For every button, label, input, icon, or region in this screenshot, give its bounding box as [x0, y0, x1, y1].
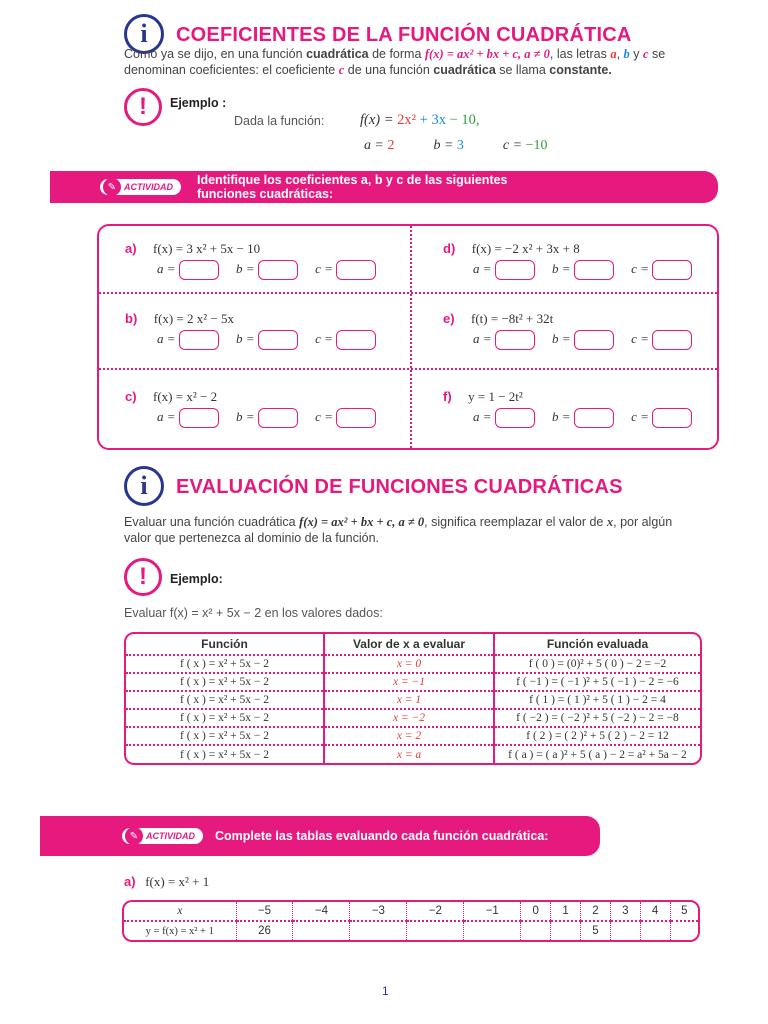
answer-box[interactable]	[179, 260, 219, 280]
intro-text: se	[648, 47, 666, 61]
eval-x: x	[606, 515, 614, 529]
coef-label: c =	[502, 138, 526, 153]
table-cell: x = −1	[324, 673, 494, 691]
example-coefficients	[364, 138, 547, 154]
answer-box[interactable]	[258, 260, 298, 280]
x-value: 0	[521, 902, 551, 921]
exercise-label: b)	[125, 311, 138, 326]
coef-label: a =	[473, 330, 492, 346]
answer-box[interactable]	[652, 260, 692, 280]
divider	[99, 292, 717, 294]
table-cell: x = 2	[324, 727, 494, 745]
answer-box[interactable]	[258, 408, 298, 428]
activity-banner	[40, 816, 600, 856]
y-value-cell[interactable]	[350, 921, 407, 940]
exercise-b	[125, 310, 234, 328]
coef-label: a =	[473, 408, 492, 424]
func-prefix: f(x) =	[360, 112, 398, 128]
x-value: 3	[610, 902, 640, 921]
intro-text: se llama	[495, 63, 550, 77]
coef-a-value: 2	[387, 138, 395, 153]
intro-text: de forma	[368, 47, 425, 61]
example-function	[360, 112, 480, 129]
badge-label: ACTIVIDAD	[124, 182, 173, 192]
coef-c-letter: c	[642, 47, 649, 61]
table-row	[126, 727, 700, 745]
page-number: 1	[382, 984, 389, 998]
answer-box[interactable]	[336, 260, 376, 280]
exercise-function: f(x) = x² − 2	[153, 389, 218, 404]
coef-inputs-a	[157, 260, 376, 280]
column-header: Valor de x a evaluar	[324, 634, 494, 655]
coef-b-letter: b	[623, 47, 630, 61]
table-cell: f ( −2 ) = ( −2 )² + 5 ( −2 ) − 2 = −8	[494, 709, 700, 727]
activity-instruction: Complete las tablas evaluando cada función cuadrática:	[215, 829, 549, 843]
intro-bold: cuadrática	[306, 47, 369, 61]
intro-bold: cuadrática	[433, 63, 496, 77]
eval-text: , por algún	[613, 515, 673, 529]
term-a: 2x²	[397, 112, 417, 128]
coef-label: a =	[157, 260, 176, 276]
answer-box[interactable]	[574, 260, 614, 280]
exercise-function: y = 1 − 2t²	[468, 389, 523, 404]
table-row	[126, 709, 700, 727]
xy-table	[122, 900, 700, 942]
activity-badge	[100, 179, 181, 195]
coef-label: a =	[157, 408, 176, 424]
exercise-function: f(x) = 3 x² + 5x − 10	[153, 241, 261, 256]
info-icon: i	[124, 14, 164, 54]
activity-badge	[122, 828, 203, 844]
activity-grid	[97, 224, 719, 450]
coef-label: b =	[552, 260, 571, 276]
answer-box[interactable]	[495, 408, 535, 428]
coef-b-value: 3	[456, 138, 464, 153]
evaluation-table	[124, 632, 702, 765]
answer-box[interactable]	[495, 330, 535, 350]
exercise-function: f(t) = −8t² + 32t	[471, 311, 554, 326]
section-title-coeficientes: COEFICIENTES DE LA FUNCIÓN CUADRÁTICA	[176, 24, 632, 46]
exercise-a-heading	[124, 874, 209, 890]
pencil-icon: ✎	[125, 827, 143, 845]
coef-a-letter: a	[610, 47, 617, 61]
exercise-label: e)	[443, 311, 455, 326]
table-cell: f ( x ) = x² + 5x − 2	[126, 745, 324, 763]
operator: +	[416, 112, 432, 128]
coef-label: b =	[236, 260, 255, 276]
table-row	[126, 745, 700, 763]
evaluation-table-grid	[126, 634, 700, 763]
badge-label: ACTIVIDAD	[146, 831, 195, 841]
answer-box[interactable]	[258, 330, 298, 350]
table-cell: f ( x ) = x² + 5x − 2	[126, 691, 324, 709]
answer-box[interactable]	[574, 330, 614, 350]
exercise-function: f(x) = 2 x² − 5x	[153, 311, 235, 326]
intro-text: de una función	[344, 63, 434, 77]
table-cell: x = 1	[324, 691, 494, 709]
coef-label: b =	[236, 408, 255, 424]
coef-label: c =	[631, 260, 649, 276]
y-value-cell[interactable]	[464, 921, 521, 940]
coef-label: b =	[552, 408, 571, 424]
table-cell: f ( a ) = ( a )² + 5 ( a ) − 2 = a² + 5a − 2	[494, 745, 700, 763]
intro-bold: constante.	[549, 63, 612, 77]
answer-box[interactable]	[336, 330, 376, 350]
x-value: −5	[236, 902, 293, 921]
exercise-label: a)	[124, 874, 136, 889]
exercise-function: f(x) = x² + 1	[145, 874, 210, 889]
coef-inputs-e	[473, 330, 692, 350]
instruction-line: Identifique los coeficientes a, b y c de las siguientes	[197, 173, 508, 187]
column-header: Función	[201, 637, 248, 651]
answer-box[interactable]	[179, 330, 219, 350]
exercise-label: c)	[125, 389, 137, 404]
x-row	[124, 902, 698, 921]
intro-text: y	[629, 47, 643, 61]
table-cell: x = a	[324, 745, 494, 763]
x-value: −3	[350, 902, 407, 921]
column-header: Función evaluada	[494, 634, 700, 655]
exercise-label: f)	[443, 389, 452, 404]
coef-label: c =	[631, 330, 649, 346]
table-row	[126, 673, 700, 691]
coef-c-letter: c	[338, 63, 345, 77]
section-title-evaluacion: EVALUACIÓN DE FUNCIONES CUADRÁTICAS	[176, 476, 623, 498]
answer-box[interactable]	[336, 408, 376, 428]
exclamation-icon: !	[124, 558, 162, 596]
coef-label: c =	[315, 408, 333, 424]
x-value: 5	[670, 902, 698, 921]
table-cell: x = 0	[324, 655, 494, 673]
coef-inputs-d	[473, 260, 692, 280]
intro-text: ,	[616, 47, 624, 61]
eval-paragraph	[124, 514, 724, 546]
coef-label: b =	[433, 138, 457, 153]
y-value-cell[interactable]: 5	[580, 921, 610, 940]
table-row	[126, 691, 700, 709]
info-icon: i	[124, 466, 164, 506]
instruction-line: funciones cuadráticas:	[197, 187, 334, 201]
answer-box[interactable]	[495, 260, 535, 280]
coef-label: b =	[236, 330, 255, 346]
y-value-cell[interactable]	[407, 921, 464, 940]
y-row	[124, 921, 698, 940]
exercise-label: d)	[443, 241, 456, 256]
pencil-icon: ✎	[103, 178, 121, 196]
exclamation-icon: !	[124, 88, 162, 126]
exercise-d	[443, 240, 580, 258]
intro-formula: f(x) = ax² + bx + c, a ≠ 0	[424, 47, 550, 61]
exercise-f	[443, 388, 523, 406]
activity-banner	[50, 171, 718, 203]
divider	[410, 226, 412, 448]
answer-box[interactable]	[179, 408, 219, 428]
divider	[99, 368, 717, 370]
x-value: 4	[640, 902, 670, 921]
eval-text: , significa reemplazar el valor de	[424, 515, 607, 529]
exercise-c	[125, 388, 217, 406]
coef-label: a =	[473, 260, 492, 276]
coef-inputs-f	[473, 408, 692, 428]
answer-box[interactable]	[574, 408, 614, 428]
coef-c-value: −10	[525, 138, 548, 153]
y-value-cell[interactable]	[640, 921, 670, 940]
y-value-cell[interactable]	[521, 921, 551, 940]
xy-table-grid	[124, 902, 698, 940]
exercise-a	[125, 240, 260, 258]
exercise-function: f(x) = −2 x² + 3x + 8	[471, 241, 580, 256]
exercise-e	[443, 310, 553, 328]
example-label: Ejemplo :	[170, 96, 227, 110]
table-cell: f ( 2 ) = ( 2 )² + 5 ( 2 ) − 2 = 12	[494, 727, 700, 745]
intro-paragraph	[124, 46, 724, 78]
y-header: y = f(x) = x² + 1	[124, 921, 236, 940]
table-cell: x = −2	[324, 709, 494, 727]
term-c: 10,	[461, 112, 480, 128]
operator: −	[445, 112, 462, 128]
x-value: −1	[464, 902, 521, 921]
x-value: −4	[293, 902, 350, 921]
example-label: Ejemplo:	[170, 572, 223, 586]
example-given-text: Dada la función:	[234, 114, 325, 128]
eval-formula: f(x) = ax² + bx + c, a ≠ 0	[299, 515, 425, 529]
coef-label: a =	[364, 138, 388, 153]
table-cell: f ( 0 ) = (0)² + 5 ( 0 ) − 2 = −2	[494, 655, 700, 673]
x-value: 1	[551, 902, 581, 921]
coef-label: a =	[157, 330, 176, 346]
table-cell: f ( x ) = x² + 5x − 2	[126, 727, 324, 745]
table-cell: f ( x ) = x² + 5x − 2	[126, 673, 324, 691]
example-prompt: Evaluar f(x) = x² + 5x − 2 en los valores dados:	[124, 606, 383, 620]
table-cell: f ( x ) = x² + 5x − 2	[126, 709, 324, 727]
y-value-cell[interactable]	[293, 921, 350, 940]
x-value: −2	[407, 902, 464, 921]
eval-text: valor que pertenezca al dominio de la función.	[124, 531, 380, 545]
table-cell: f ( 1 ) = ( 1 )² + 5 ( 1 ) − 2 = 4	[494, 691, 700, 709]
exercise-label: a)	[125, 241, 137, 256]
answer-box[interactable]	[652, 408, 692, 428]
answer-box[interactable]	[652, 330, 692, 350]
intro-text: Como ya se dijo, en una función	[124, 47, 307, 61]
coef-label: b =	[552, 330, 571, 346]
table-cell: f ( x ) = x² + 5x − 2	[126, 655, 324, 673]
intro-text: denominan coeficientes: el coeficiente	[124, 63, 339, 77]
term-b: 3x	[431, 112, 446, 128]
table-cell: f ( −1 ) = ( −1 )² + 5 ( −1 ) − 2 = −6	[494, 673, 700, 691]
y-value-cell[interactable]	[670, 921, 698, 940]
table-row	[126, 655, 700, 673]
coef-label: c =	[315, 260, 333, 276]
y-value-cell[interactable]	[610, 921, 640, 940]
y-value-cell[interactable]	[551, 921, 581, 940]
y-value-cell[interactable]: 26	[236, 921, 293, 940]
intro-text: , las letras	[549, 47, 611, 61]
x-header: x	[177, 905, 183, 917]
eval-text: Evaluar una función cuadrática	[124, 515, 300, 529]
x-value: 2	[580, 902, 610, 921]
coef-label: c =	[315, 330, 333, 346]
coef-inputs-b	[157, 330, 376, 350]
coef-inputs-c	[157, 408, 376, 428]
coef-label: c =	[631, 408, 649, 424]
activity-instruction	[197, 173, 508, 201]
